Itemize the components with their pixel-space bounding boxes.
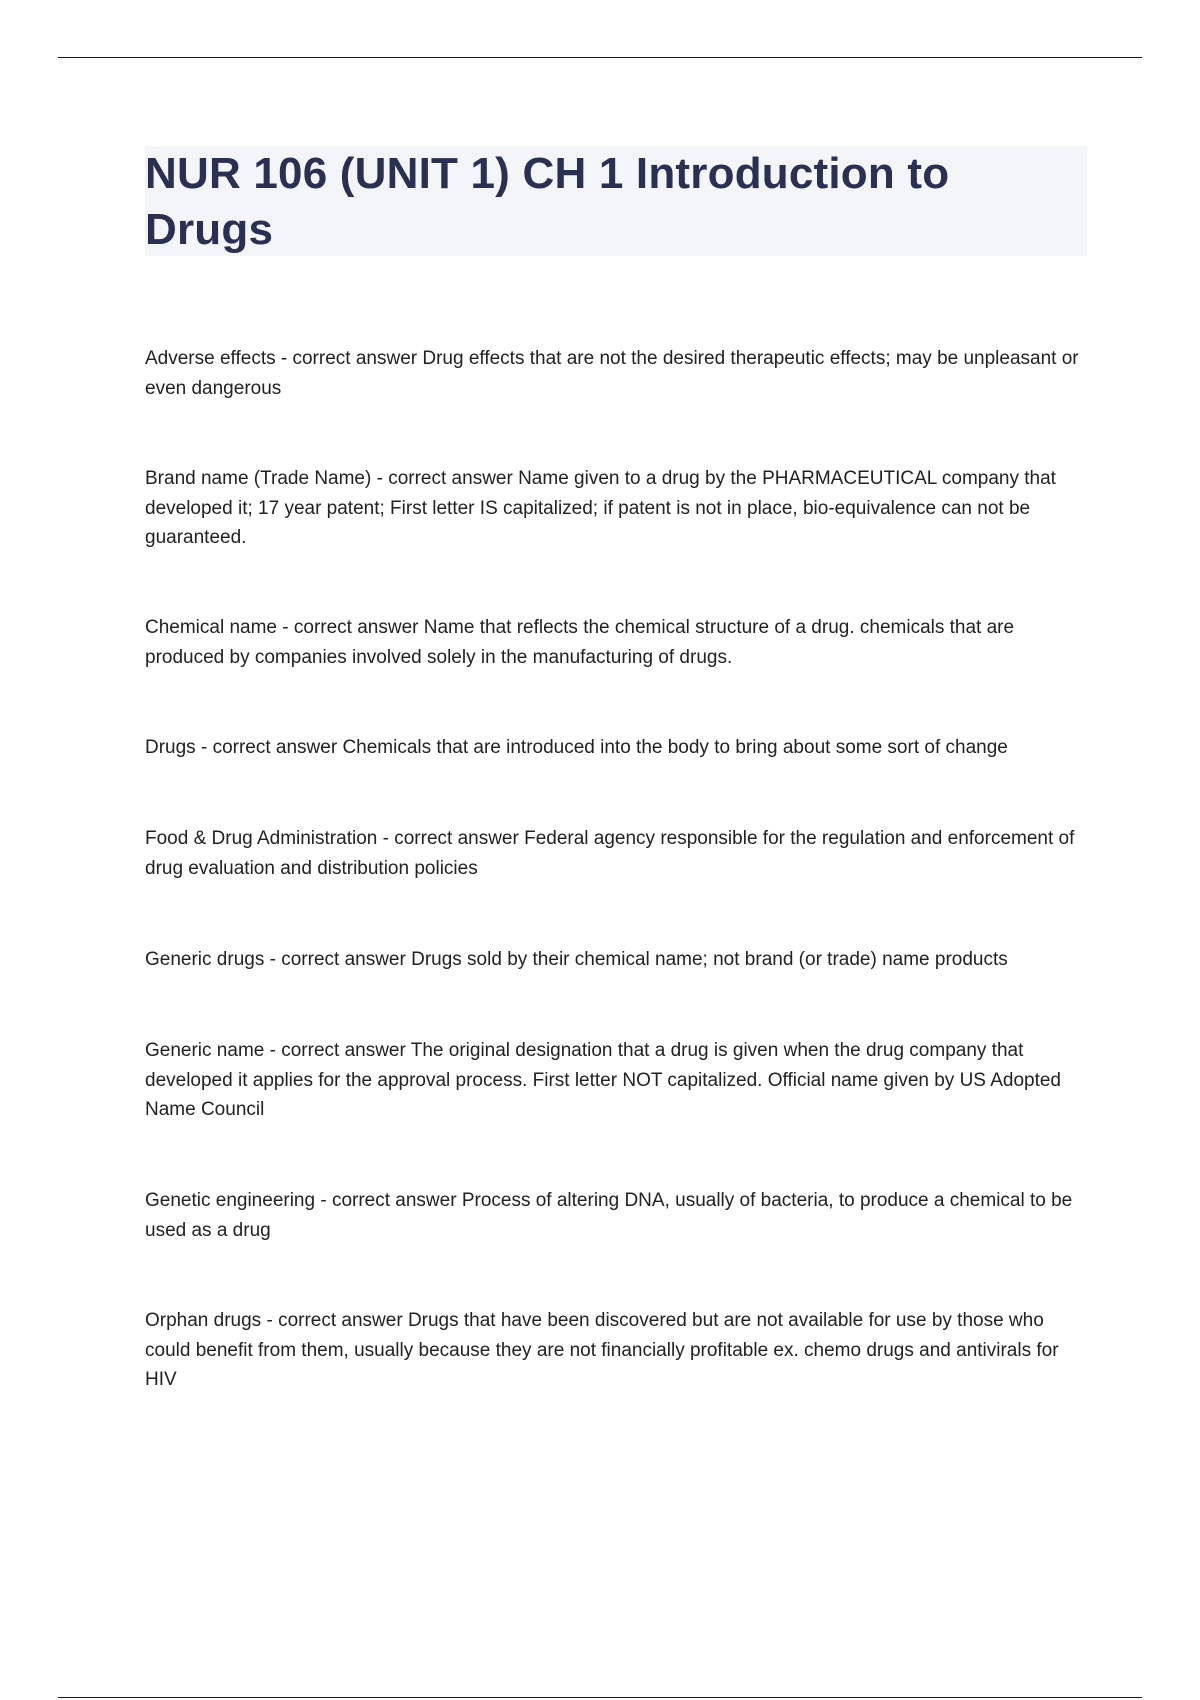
entry-food-drug-administration: Food & Drug Administration - correct answer Federal agency responsible for the regulation and enforcement of drug evaluation and distribution policies <box>145 828 1075 879</box>
entry-orphan-drugs: Orphan drugs - correct answer Drugs that have been discovered but are not available for use by those who could benefit from them, usually because they are not financially profitable ex. chemo drugs and antivirals for HIV <box>145 1310 1059 1390</box>
title-banner <box>145 146 1087 256</box>
entry-genetic-engineering: Genetic engineering - correct answer Process of altering DNA, usually of bacteria, to produce a chemical to be used as a drug <box>145 1190 1073 1241</box>
entry-generic-name: Generic name - correct answer The original designation that a drug is given when the drug company that developed it applies for the approval process. First letter NOT capitalized. Official name given by US Adopted Name Council <box>145 1040 1061 1120</box>
page-title: NUR 106 (UNIT 1) CH 1 Introduction to Drugs <box>145 149 950 254</box>
entry-drugs: Drugs - correct answer Chemicals that are introduced into the body to bring about some sort of change <box>145 737 1008 758</box>
top-rule <box>58 57 1142 58</box>
entry-brand-name: Brand name (Trade Name) - correct answer Name given to a drug by the PHARMACEUTICAL company that developed it; 17 year patent; First letter IS capitalized; if patent is not in place, bio-equivalence can not be guaranteed. <box>145 468 1056 548</box>
bottom-rule <box>58 1697 1142 1698</box>
entry-chemical-name: Chemical name - correct answer Name that reflects the chemical structure of a drug. chemicals that are produced by companies involved solely in the manufacturing of drugs. <box>145 617 1015 668</box>
entry-adverse-effects: Adverse effects - correct answer Drug effects that are not the desired therapeutic effects; may be unpleasant or even dangerous <box>145 348 1079 399</box>
entry-generic-drugs: Generic drugs - correct answer Drugs sold by their chemical name; not brand (or trade) name products <box>145 949 1008 970</box>
